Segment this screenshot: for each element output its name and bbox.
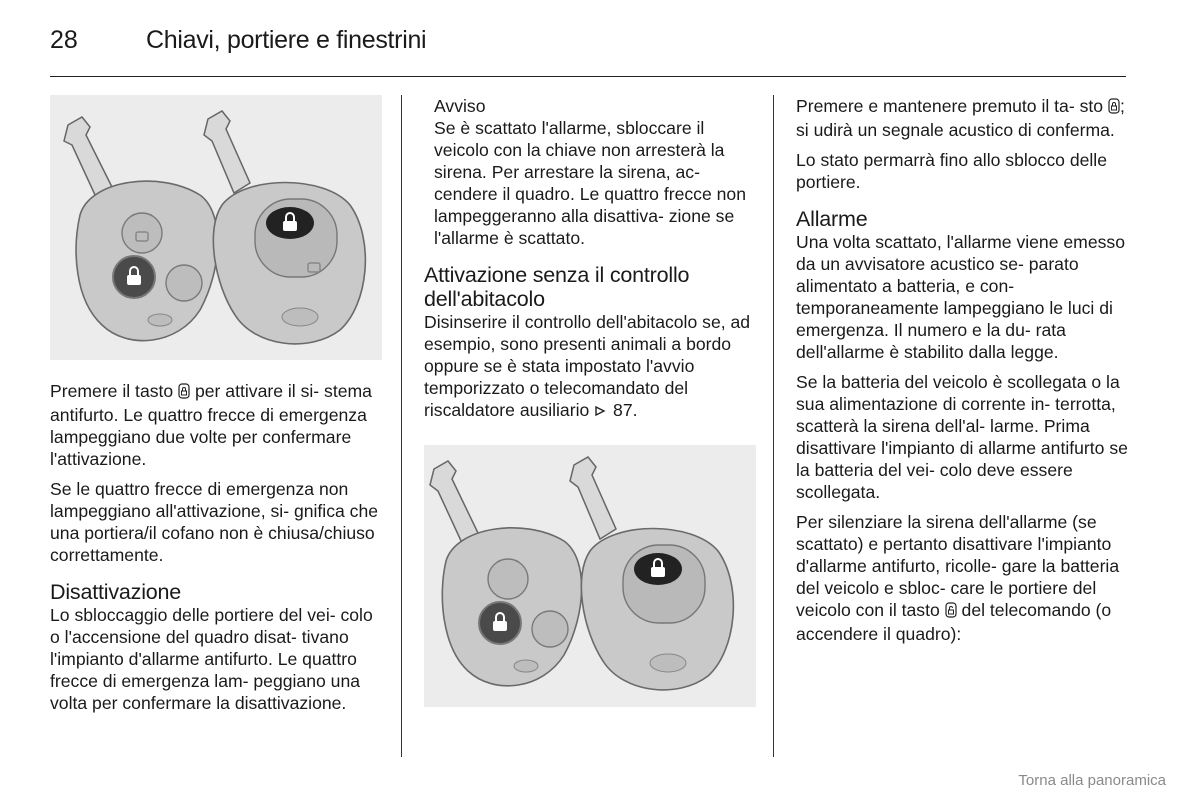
- unlock-button-icon: [945, 601, 957, 623]
- back-to-overview-link[interactable]: Torna alla panoramica: [1018, 772, 1166, 789]
- column-2: [424, 95, 756, 727]
- heading-allarme: Allarme: [796, 207, 868, 231]
- note-title: Avviso: [434, 96, 486, 116]
- chapter-title: Chiavi, portiere e finestrini: [146, 26, 427, 54]
- paragraph-silence-siren: Per silenziare la sirena dell'allarme (se scattato) e pertanto disattivare l'impianto d'allarme antifurto, ricolle- gare la batteria del veicolo e sbloc- care le portiere del veicolo con il tasto del telecomando (o accendere il quadro):: [796, 512, 1120, 644]
- paragraph-no-flash: Se le quattro frecce di emergenza non lampeggiano all'attivazione, si- gnifica che una portiera/il cofano non è chiusa/chiuso correttamente.: [50, 479, 379, 565]
- paragraph-activation: Premere il tasto per attivare il si- stema antifurto. Le quattro frecce di emergenza lampeggiano due volte per confermare l'attivazione.: [50, 381, 372, 469]
- paragraph-deactivation: Lo sbloccaggio delle portiere del vei- colo o l'accensione del quadro disat- tivano l'impianto d'allarme antifurto. Le quattro frecce di emergenza lam- peggiano una volta per confermare la disattivazione.: [50, 605, 373, 713]
- page-reference-arrow-icon: [594, 401, 608, 423]
- lock-button-icon: [1108, 97, 1120, 119]
- key-fob-illustration-1: [50, 95, 382, 360]
- column-3: [796, 95, 1128, 653]
- lock-button-icon: [178, 382, 190, 404]
- paragraph-state-persists: Lo stato permarrà fino allo sblocco delle portiere.: [796, 150, 1107, 192]
- paragraph-battery-disconnected: Se la batteria del veicolo è scollegata o la sua alimentazione di corrente in- terrotta, scatterà la sirena dell'al- larme. Prima disattivare l'impianto di allarme antifurto se la batteria del vei- colo deve essere scollegata.: [796, 372, 1128, 502]
- column-1: [50, 95, 382, 722]
- page-header: [50, 26, 1126, 78]
- page-number: 28: [50, 26, 78, 54]
- key-fob-illustration-2: [424, 445, 756, 707]
- note-text: Se è scattato l'allarme, sbloccare il veicolo con la chiave non arresterà la sirena. Per arrestare la sirena, ac- cendere il quadro. Le quattro frecce non lampeggeranno alla disattiva- zione se l'allarme è scattato.: [434, 118, 747, 248]
- heading-disattivazione: Disattivazione: [50, 580, 182, 604]
- column-divider-right: [773, 95, 774, 757]
- paragraph-disable-interior: Disinserire il controllo dell'abitacolo se, ad esempio, sono presenti animali a bordo oppure se è stata impostato l'avvio temporizzato o telecomandato del riscaldatore ausiliario 87.: [424, 311, 756, 423]
- column-divider-left: [401, 95, 402, 757]
- heading-activation-without-interior: Attivazione senza il controllo dell'abitacolo: [424, 263, 690, 311]
- paragraph-hold-button: Premere e mantenere premuto il ta- sto ; si udirà un segnale acustico di conferma.: [796, 96, 1125, 140]
- paragraph-alarm-triggered: Una volta scattato, l'allarme viene emesso da un avvisatore acustico se- parato alimentato a batteria, e con- temporaneamente lampeggiano le luci di emergenza. Il numero e la du- rata dell'allarme è stabilito dalla legge.: [796, 232, 1125, 362]
- header-divider: [50, 76, 1126, 77]
- note-box: [434, 95, 756, 249]
